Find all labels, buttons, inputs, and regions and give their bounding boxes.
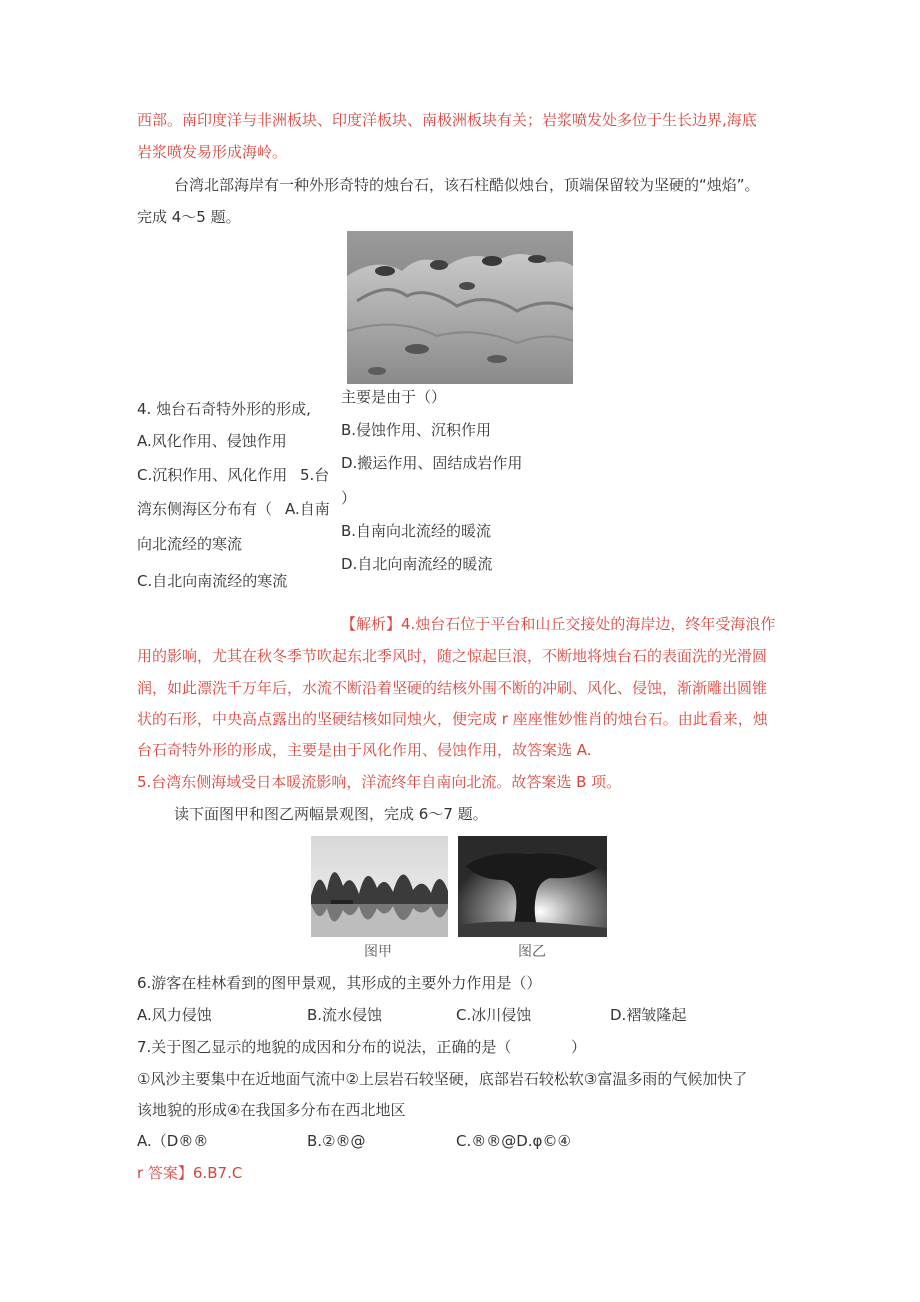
q5-option-a-part1: A.自南 — [285, 500, 330, 518]
q5-option-d: D.自北向南流经的暖流 — [341, 555, 493, 573]
q7-option-b: B.②®@ — [307, 1132, 366, 1150]
q6-option-d: D.褶皱隆起 — [610, 1006, 687, 1024]
q4-option-a: A.风化作用、侵蚀作用 — [137, 432, 287, 450]
q6-option-c: C.冰川侵蚀 — [456, 1006, 532, 1024]
analysis-line-6: 5.台湾东侧海域受日本暖流影响，洋流终年自南向北流。故答案选 B 项。 — [137, 773, 622, 791]
q5-option-b: B.自南向北流经的暖流 — [341, 522, 492, 540]
mushroom-rock-photo — [458, 836, 607, 937]
q5-option-c: C.自北向南流经的寒流 — [137, 572, 288, 590]
karst-landscape-photo — [311, 836, 448, 937]
caption-jia: 图甲 — [364, 944, 392, 960]
q6-option-a: A.风力侵蚀 — [137, 1006, 212, 1024]
q6-stem: 6.游客在桂林看到的图甲景观，其形成的主要外力作用是（） — [137, 974, 542, 992]
q7-statements-line-2: 该地貌的形成④在我国多分布在西北地区 — [137, 1101, 406, 1119]
analysis-line-3: 润，如此漂洗千万年后，水流不断沿着坚硬的结核外围不断的冲刷、风化、侵蚀，渐渐雕出圆锥 — [137, 679, 768, 697]
analysis-line-5: 台石奇特外形的形成，主要是由于风化作用、侵蚀作用，故答案选 A. — [137, 741, 592, 759]
q4-option-b: B.侵蚀作用、沉积作用 — [341, 421, 492, 439]
q4-stem-cont: 主要是由于（） — [341, 388, 447, 406]
continuation-line-2: 岩浆喷发易形成海岭。 — [137, 143, 288, 161]
analysis-line-1: 【解析】4.烛台石位于平台和山丘交接处的海岸边，终年受海浪作 — [341, 615, 776, 633]
q4-stem: 4. 烛台石奇特外形的形成, — [137, 400, 311, 418]
q7-option-a: A.（D®® — [137, 1132, 209, 1150]
caption-yi: 图乙 — [518, 944, 546, 960]
q7-paren-close: ） — [571, 1038, 587, 1056]
q7-statements-line-1: ①风沙主要集中在近地面气流中②上层岩石较坚硬，底部岩石较松软③富温多雨的气候加快了 — [137, 1070, 748, 1088]
continuation-line-1: 西部。南印度洋与非洲板块、印度洋板块、南极洲板块有关；岩浆喷发处多位于生长边界,海底 — [137, 111, 757, 129]
q5-option-a-part2: 向北流经的寒流 — [137, 535, 243, 553]
intro-6-7: 读下面图甲和图乙两幅景观图，完成 6～7 题。 — [174, 805, 488, 823]
analysis-line-2: 用的影响，尤其在秋冬季节吹起东北季风时，随之惊起巨浪，不断地将烛台石的表面洗的光滑圆 — [137, 647, 768, 665]
q4-option-d: D.搬运作用、固结成岩作用 — [341, 454, 523, 472]
intro-4-5-line-2: 完成 4～5 题。 — [137, 208, 241, 226]
answer-line: r 答案】6.B7.C — [137, 1164, 243, 1182]
intro-4-5-line-1: 台湾北部海岸有一种外形奇特的烛台石，该石柱酷似烛台，顶端保留较为坚硬的“烛焰”。 — [174, 176, 760, 194]
q5-stem-start: 5.台 — [300, 466, 330, 484]
analysis-line-4: 状的石形，中央高点露出的坚硬结核如同烛火，便完成 r 座座惟妙惟肖的烛台石。由此看来，烛 — [137, 710, 768, 728]
q4-option-c: C.沉积作用、风化作用 — [137, 466, 288, 484]
q5-paren-close: ） — [341, 489, 357, 507]
candlestick-stone-photo — [347, 231, 573, 384]
q5-stem-mid: 湾东侧海区分布有（ — [137, 500, 273, 518]
q7-option-cd: C.®®@D.φ©④ — [456, 1132, 571, 1150]
q6-option-b: B.流水侵蚀 — [307, 1006, 383, 1024]
q7-stem: 7.关于图乙显示的地貌的成因和分布的说法，正确的是（ — [137, 1038, 512, 1056]
